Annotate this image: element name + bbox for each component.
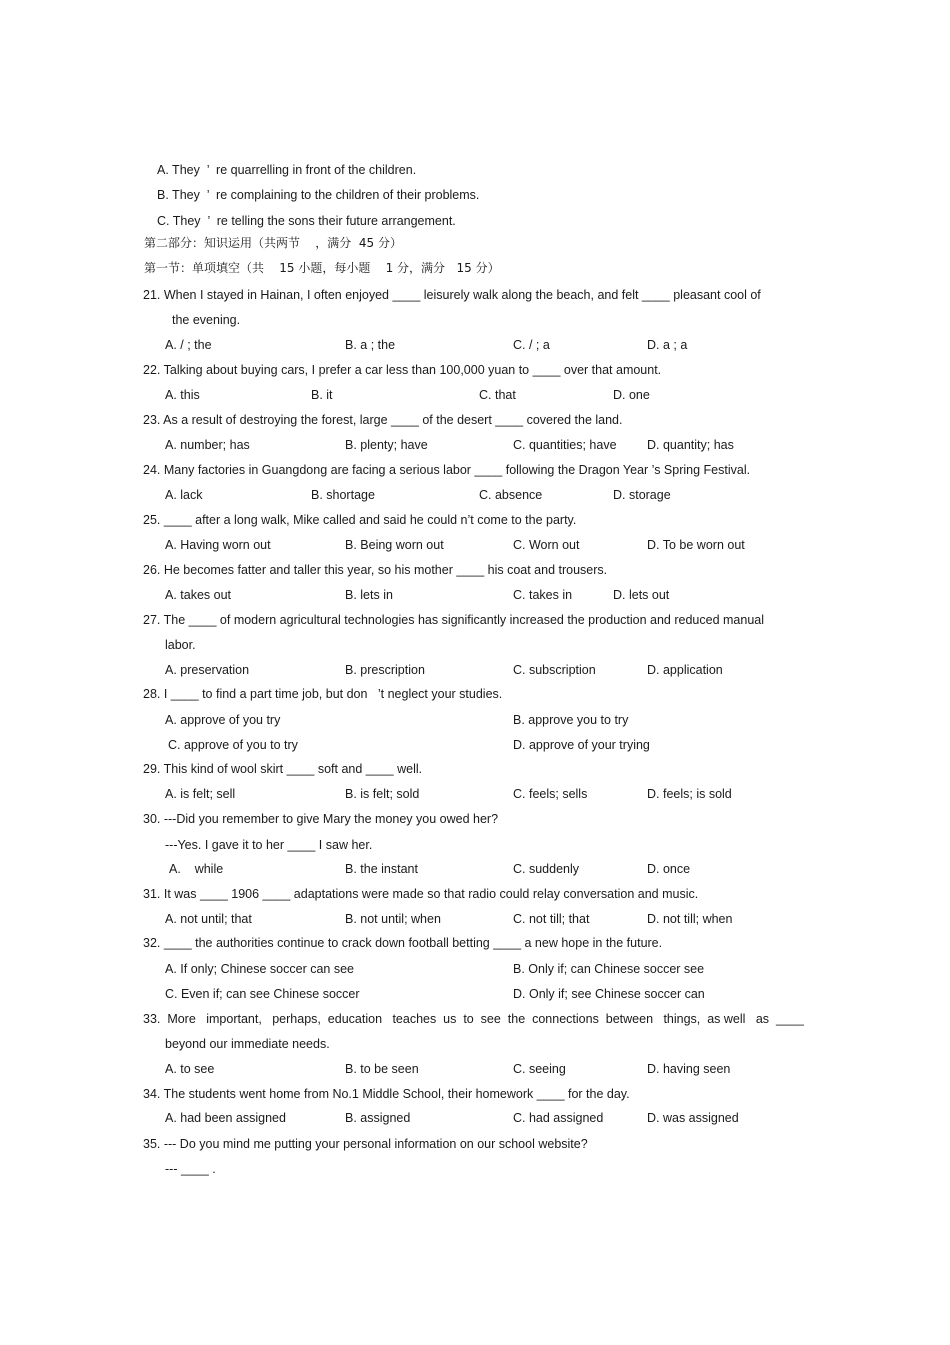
question-24-option-a: A. lack xyxy=(165,488,203,502)
question-32-option-c: C. Even if; can see Chinese soccer xyxy=(165,987,360,1001)
question-23-option-c: C. quantities; have xyxy=(513,438,617,452)
question-30-stem: 30. ---Did you remember to give Mary the money you owed her? xyxy=(143,812,499,826)
question-33-option-b: B. to be seen xyxy=(345,1062,419,1076)
question-23-stem: 23. As a result of destroying the forest, large ____ of the desert ____ covered the land. xyxy=(143,413,623,427)
question-21-option-a: A. / ; the xyxy=(165,338,212,352)
section-heading: 第一节：单项填空（共 15 小题，每小题 1 分，满分 15 分） xyxy=(144,261,500,275)
question-31-option-d: D. not till; when xyxy=(647,912,733,926)
question-27-option-a: A. preservation xyxy=(165,663,250,677)
question-26-option-b: B. lets in xyxy=(345,588,393,602)
question-21-option-d: D. a ; a xyxy=(647,338,688,352)
question-24-option-b: B. shortage xyxy=(311,488,375,502)
question-21-stem: 21. When I stayed in Hainan, I often enjoyed ____ leisurely walk along the beach, and felt ____ pleasant cool of xyxy=(143,288,761,302)
question-29-stem: 29. This kind of wool skirt ____ soft and ____ well. xyxy=(143,762,423,776)
question-30-option-a: A. while xyxy=(169,862,224,876)
question-25-stem: 25. ____ after a long walk, Mike called and said he could n’t come to the party. xyxy=(143,513,577,527)
question-29-option-b: B. is felt; sold xyxy=(345,787,420,801)
question-27-stem-cont: labor. xyxy=(165,638,196,652)
question-28-stem: 28. I ____ to find a part time job, but don ’t neglect your studies. xyxy=(143,687,503,701)
question-33-option-c: C. seeing xyxy=(513,1062,566,1076)
prev-option-c: C. They ’ re telling the sons their future arrangement. xyxy=(157,214,456,228)
question-21-option-c: C. / ; a xyxy=(513,338,550,352)
question-34-option-d: D. was assigned xyxy=(647,1111,739,1125)
question-28-option-b: B. approve you to try xyxy=(513,713,629,727)
question-33-option-d: D. having seen xyxy=(647,1062,731,1076)
question-28-option-c: C. approve of you to try xyxy=(168,738,298,752)
question-25-option-c: C. Worn out xyxy=(513,538,580,552)
question-32-option-a: A. If only; Chinese soccer can see xyxy=(165,962,354,976)
question-25-option-a: A. Having worn out xyxy=(165,538,271,552)
question-22-stem: 22. Talking about buying cars, I prefer a car less than 100,000 yuan to ____ over that amount. xyxy=(143,363,662,377)
question-32-option-b: B. Only if; can Chinese soccer see xyxy=(513,962,705,976)
question-26-stem: 26. He becomes fatter and taller this year, so his mother ____ his coat and trousers. xyxy=(143,563,608,577)
question-30-option-d: D. once xyxy=(647,862,691,876)
question-23-option-d: D. quantity; has xyxy=(647,438,734,452)
question-25-option-b: B. Being worn out xyxy=(345,538,444,552)
question-22-option-a: A. this xyxy=(165,388,200,402)
question-33-stem-cont: beyond our immediate needs. xyxy=(165,1037,330,1051)
question-29-option-d: D. feels; is sold xyxy=(647,787,732,801)
question-30-option-b: B. the instant xyxy=(345,862,418,876)
question-32-stem: 32. ____ the authorities continue to crack down football betting ____ a new hope in the future. xyxy=(143,936,663,950)
question-29-option-c: C. feels; sells xyxy=(513,787,588,801)
question-34-stem: 34. The students went home from No.1 Middle School, their homework ____ for the day. xyxy=(143,1087,630,1101)
question-24-option-d: D. storage xyxy=(613,488,671,502)
question-31-option-b: B. not until; when xyxy=(345,912,441,926)
question-26-option-a: A. takes out xyxy=(165,588,232,602)
question-31-stem: 31. It was ____ 1906 ____ adaptations were made so that radio could relay conversation and music. xyxy=(143,887,699,901)
question-27-option-d: D. application xyxy=(647,663,723,677)
question-31-option-a: A. not until; that xyxy=(165,912,252,926)
question-33-option-a: A. to see xyxy=(165,1062,215,1076)
question-35-stem-cont: --- ____ . xyxy=(165,1162,216,1176)
question-27-option-c: C. subscription xyxy=(513,663,596,677)
question-23-option-b: B. plenty; have xyxy=(345,438,428,452)
question-26-option-c: C. takes in xyxy=(513,588,573,602)
question-21-stem-cont: the evening. xyxy=(172,313,241,327)
question-27-option-b: B. prescription xyxy=(345,663,425,677)
question-35-stem: 35. --- Do you mind me putting your personal information on our school website? xyxy=(143,1137,588,1151)
question-29-option-a: A. is felt; sell xyxy=(165,787,236,801)
question-34-option-c: C. had assigned xyxy=(513,1111,604,1125)
question-32-option-d: D. Only if; see Chinese soccer can xyxy=(513,987,705,1001)
question-26-option-d: D. lets out xyxy=(613,588,670,602)
question-27-stem: 27. The ____ of modern agricultural technologies has significantly increased the production and reduced manual xyxy=(143,613,764,627)
question-25-option-d: D. To be worn out xyxy=(647,538,745,552)
question-34-option-b: B. assigned xyxy=(345,1111,411,1125)
prev-option-a: A. They ’ re quarrelling in front of the children. xyxy=(157,163,417,177)
question-22-option-d: D. one xyxy=(613,388,650,402)
question-28-option-d: D. approve of your trying xyxy=(513,738,650,752)
question-30-option-c: C. suddenly xyxy=(513,862,580,876)
part-heading: 第二部分：知识运用（共两节 ，满分 45 分） xyxy=(144,236,402,250)
question-31-option-c: C. not till; that xyxy=(513,912,590,926)
question-24-option-c: C. absence xyxy=(479,488,543,502)
question-28-option-a: A. approve of you try xyxy=(165,713,281,727)
question-34-option-a: A. had been assigned xyxy=(165,1111,286,1125)
prev-option-b: B. They ’ re complaining to the children of their problems. xyxy=(157,188,480,202)
question-30-stem-cont: ---Yes. I gave it to her ____ I saw her. xyxy=(165,838,373,852)
question-21-option-b: B. a ; the xyxy=(345,338,396,352)
question-24-stem: 24. Many factories in Guangdong are facing a serious labor ____ following the Dragon Year ’s Spring Festival. xyxy=(143,463,751,477)
question-33-stem: 33. More important, perhaps, education teaches us to see the connections between things, as well as ____ xyxy=(143,1012,804,1026)
question-22-option-c: C. that xyxy=(479,388,516,402)
question-23-option-a: A. number; has xyxy=(165,438,250,452)
question-22-option-b: B. it xyxy=(311,388,333,402)
